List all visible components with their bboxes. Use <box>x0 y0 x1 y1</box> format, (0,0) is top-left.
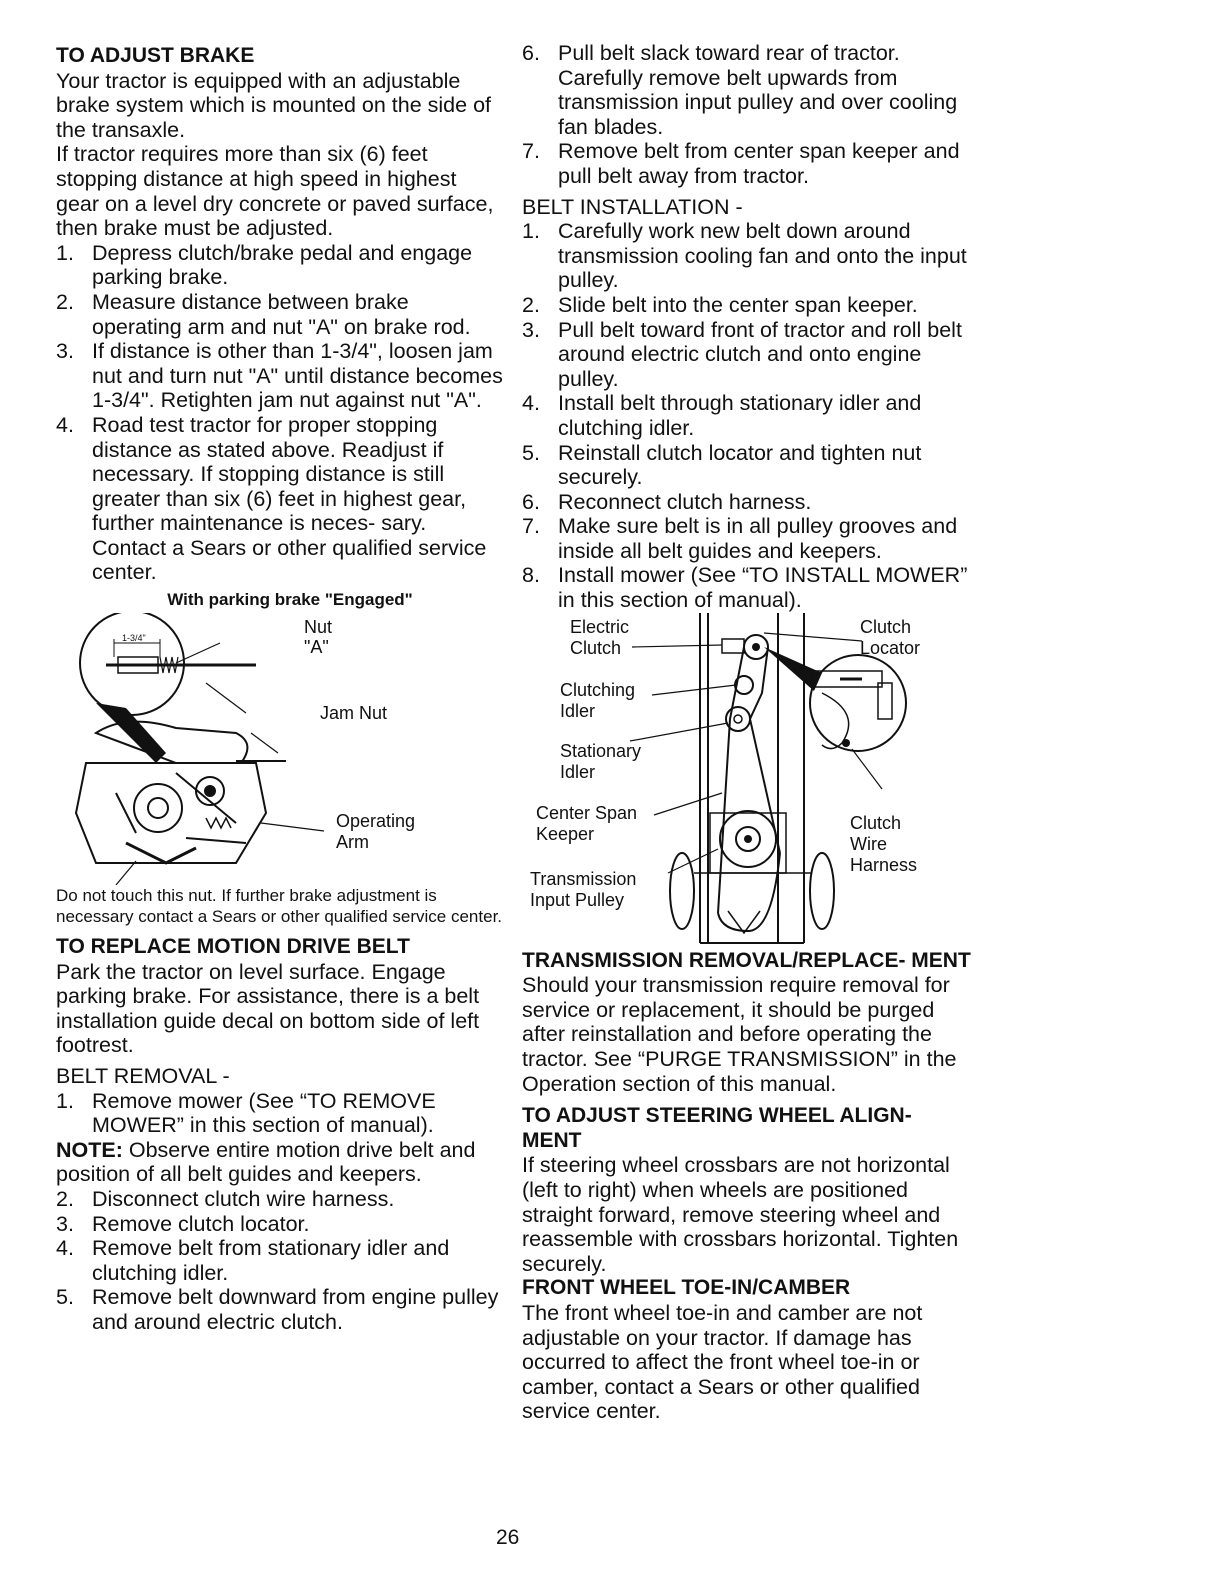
idler-label-2: Idler <box>560 761 596 782</box>
list-item: 6. Pull belt slack toward rear of tractor. Carefully remove belt upwards from transmission input pulley and over cooling fan blades. <box>522 41 958 139</box>
clutch-label: Clutch <box>570 637 622 658</box>
jam-nut-label: Jam Nut <box>320 703 388 724</box>
adjust-brake-intro-1: Your tractor is equipped with an adjustable brake system which is mounted on the side of the transaxle. <box>56 68 491 142</box>
steering-text: If steering wheel crossbars are not horizontal (left to right) when wheels are positioned straight forward, remove steering wheel and reassemble with crossbars horizontal. Tighten securely. <box>522 1153 959 1276</box>
left-column <box>56 44 504 1335</box>
clutch-locator-label-2: Locator <box>860 637 921 658</box>
list-item: 4. Remove belt from stationary idler and clutching idler. <box>56 1236 450 1285</box>
arm-label: Arm <box>336 832 369 853</box>
electric-label: Electric <box>570 616 630 637</box>
stationary-label: Stationary <box>560 740 642 761</box>
list-item: 5. Reinstall clutch locator and tighten nut securely. <box>522 440 922 490</box>
list-item: 3. Pull belt toward front of tractor and roll belt around electric clutch and onto engine pulley. <box>522 317 962 391</box>
dimension-label: 1-3/4" <box>122 633 146 644</box>
idler-label-1: Idler <box>560 700 596 721</box>
belt-installation-heading: BELT INSTALLATION - <box>522 194 743 219</box>
clutching-label: Clutching <box>560 679 636 700</box>
list-item: 6. Reconnect clutch harness. <box>522 489 812 514</box>
list-item: 2. Measure distance between brake operating arm and nut "A" on brake rod. <box>56 289 471 339</box>
brake-illustration <box>56 613 456 885</box>
transmission-heading: TRANSMISSION REMOVAL/REPLACE- MENT <box>522 948 971 972</box>
nut-label: Nut <box>304 617 333 638</box>
input-pulley-label: Input Pulley <box>530 889 625 910</box>
list-item: 7. Make sure belt is in all pulley grooves and inside all belt guides and keepers. <box>522 514 958 563</box>
brake-note: Do not touch this nut. If further brake adjustment is necessary contact a Sears or other qualified service center. <box>56 886 503 927</box>
clutch-wire-label-3: Harness <box>850 854 918 875</box>
brake-figure <box>56 613 456 885</box>
belt-removal-steps-b <box>56 1187 504 1335</box>
belt-removal-steps-c <box>522 41 972 189</box>
belt-installation-steps <box>522 219 972 613</box>
list-item: 2. Disconnect clutch wire harness. <box>56 1187 395 1211</box>
adjust-brake-steps <box>56 241 504 585</box>
list-item: 3. Remove clutch locator. <box>56 1211 310 1236</box>
belt-removal-note: NOTE: Observe entire motion drive belt and position of all belt guides and keepers. <box>56 1137 476 1187</box>
clutch-wire-label-1: Clutch <box>850 812 902 833</box>
list-item: 1. Carefully work new belt down around transmission cooling fan and onto the input pulley. <box>522 219 967 293</box>
belt-figure <box>522 613 972 949</box>
toe-in-heading: FRONT WHEEL TOE-IN/CAMBER <box>522 1276 851 1300</box>
replace-belt-intro: Park the tractor on level surface. Engage parking brake. For assistance, there is a belt installation guide decal on bottom side of left footrest. <box>56 959 480 1058</box>
list-item: 3. If distance is other than 1-3/4", loosen jam nut and turn nut "A" until distance becomes 1-3/4". Retighten jam nut against nut "A". <box>56 339 503 413</box>
belt-removal-steps-a <box>56 1089 504 1138</box>
transmission-label: Transmission <box>530 868 637 889</box>
transmission-text: Should your transmission require removal for service or replacement, it should be purged after reinstallation and before operating the tractor. See “PURGE TRANSMISSION” in the Operation section of this manual. <box>522 973 957 1096</box>
clutch-locator-label-1: Clutch <box>860 616 912 637</box>
list-item: 8. Install mower (See “TO INSTALL MOWER” in this section of manual). <box>522 563 968 613</box>
adjust-brake-intro-2: If tractor requires more than six (6) feet stopping distance at high speed in highest gear on a level dry concrete or paved surface, then brake must be adjusted. <box>56 142 494 241</box>
toe-in-text: The front wheel toe-in and camber are not adjustable on your tractor. If damage has occurred to affect the front wheel toe-in or camber, contact a Sears or other qualified service center. <box>522 1300 923 1424</box>
keeper-label: Keeper <box>536 823 595 844</box>
list-item: 2. Slide belt into the center span keeper. <box>522 292 918 317</box>
center-span-label: Center Span <box>536 802 638 823</box>
list-item: 4. Road test tractor for proper stopping distance as stated above. Readjust if necessary. If stopping distance is still greater than six (6) feet in highest gear, further maintenance is neces- sary. Contact a Sears or other qualified service center. <box>56 412 487 585</box>
belt-removal-heading: BELT REMOVAL - <box>56 1064 230 1089</box>
operating-label: Operating <box>336 811 416 832</box>
list-item: 7. Remove belt from center span keeper and pull belt away from tractor. <box>522 139 960 188</box>
page-number: 26 <box>496 1526 520 1549</box>
steering-heading: TO ADJUST STEERING WHEEL ALIGN- MENT <box>522 1104 912 1152</box>
brake-figure-caption: With parking brake "Engaged" <box>167 590 413 610</box>
clutch-wire-label-2: Wire <box>850 833 887 854</box>
list-item: 1. Depress clutch/brake pedal and engage parking brake. <box>56 240 473 290</box>
replace-belt-heading: TO REPLACE MOTION DRIVE BELT <box>56 935 410 959</box>
list-item: 4. Install belt through stationary idler and clutching idler. <box>522 391 922 440</box>
list-item: 5. Remove belt downward from engine pulley and around electric clutch. <box>56 1285 499 1334</box>
nut-a-label: "A" <box>304 637 329 658</box>
right-column <box>522 41 972 1424</box>
list-item: 1. Remove mower (See “TO REMOVE MOWER” in this section of manual). <box>56 1088 436 1138</box>
adjust-brake-heading: TO ADJUST BRAKE <box>56 44 255 67</box>
